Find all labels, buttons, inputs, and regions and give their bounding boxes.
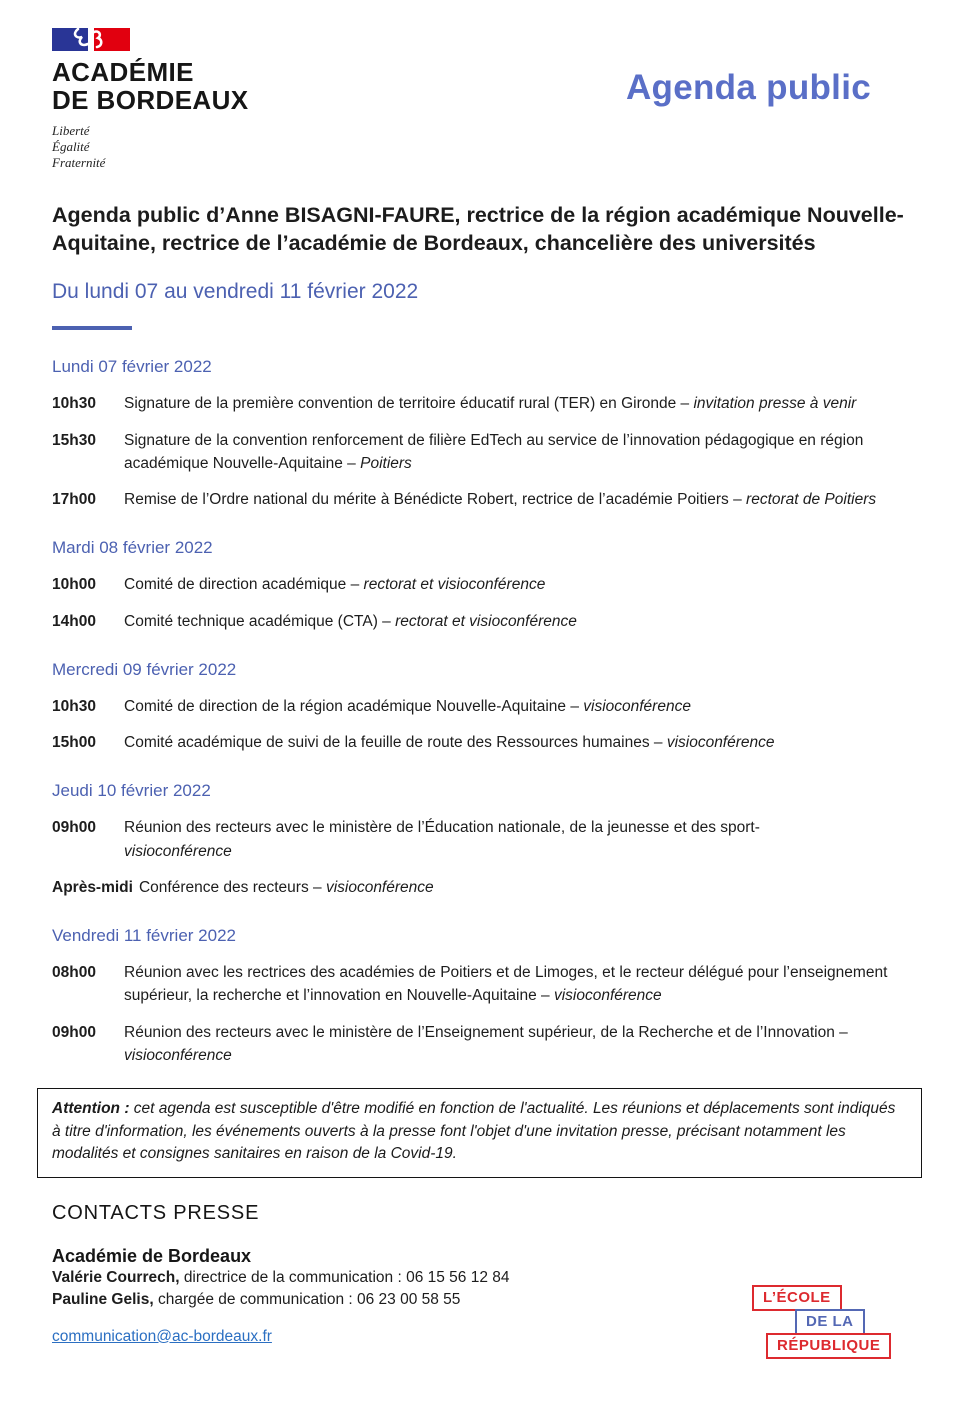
day-events [52, 573, 915, 633]
agenda-event-row [52, 1021, 915, 1068]
event-time: 17h00 [52, 491, 96, 509]
day-events [52, 961, 915, 1067]
motto-liberte: Liberté [52, 123, 90, 139]
event-time: 10h30 [52, 395, 96, 413]
institution-name [52, 58, 249, 114]
day-section [52, 538, 915, 633]
event-description: Signature de la convention renforcement de filière EdTech au service de l’innovation pédagogique en région académique Nouvelle-Aquitaine – Poitiers [124, 431, 864, 472]
day-heading: Mardi 08 février 2022 [52, 538, 213, 558]
institution-line2: DE BORDEAUX [52, 85, 249, 116]
document-title: Agenda public d’Anne BISAGNI-FAURE, rectrice de la région académique Nouvelle-Aquitaine, rectrice de l’académie de Bordeaux, chancelière des universités [52, 202, 904, 256]
day-section [52, 357, 915, 511]
academie-bordeaux-logo [52, 28, 249, 171]
agenda-event-row [52, 392, 915, 415]
motto-egalite: Égalité [52, 139, 90, 155]
attention-notice [37, 1088, 922, 1177]
email-link[interactable]: communication@ac-bordeaux.fr [52, 1327, 272, 1345]
event-time: 10h00 [52, 576, 96, 594]
contacts-organization: Académie de Bordeaux [52, 1245, 252, 1266]
agenda-event-row [52, 429, 915, 476]
contact-role: directrice de la communication : 06 15 56 12 84 [183, 1268, 510, 1286]
event-time: 09h00 [52, 819, 96, 837]
agenda-event-row [52, 573, 915, 596]
attention-label: Attention : [52, 1100, 130, 1118]
event-description: Comité technique académique (CTA) – rectorat et visioconférence [124, 612, 577, 630]
page-header [52, 28, 915, 171]
event-time: 14h00 [52, 612, 96, 630]
document-head [52, 201, 915, 331]
event-time: 15h00 [52, 734, 96, 752]
event-time: Après-midi [52, 878, 133, 896]
day-heading: Vendredi 11 février 2022 [52, 926, 236, 946]
ecole-logo-line2: DE LA [795, 1309, 865, 1335]
agenda-event-row [52, 488, 915, 511]
event-description: Signature de la première convention de territoire éducatif rural (TER) en Gironde – invitation presse à venir [124, 395, 857, 413]
day-events [52, 392, 915, 511]
day-heading: Jeudi 10 février 2022 [52, 781, 211, 801]
day-section [52, 781, 915, 899]
day-section [52, 926, 915, 1067]
agenda-event-row [52, 961, 915, 1008]
ecole-logo-line3: RÉPUBLIQUE [766, 1333, 891, 1359]
french-flag-icon [52, 28, 130, 51]
agenda-event-row [52, 610, 915, 633]
event-description: Comité académique de suivi de la feuille de route des Ressources humaines – visioconférence [124, 734, 775, 752]
ecole-republique-logo [752, 1285, 902, 1365]
contact-name: Pauline Gelis, [52, 1290, 158, 1308]
accent-rule [52, 326, 132, 330]
day-events [52, 695, 915, 755]
agenda-event-row [52, 731, 915, 754]
republic-motto [52, 123, 249, 171]
ecole-logo-line1: L’ÉCOLE [752, 1285, 842, 1311]
event-description: Réunion avec les rectrices des académies de Poitiers et de Limoges, et le recteur délégué pour l’enseignement supérieur, la recherche et l’innovation en Nouvelle-Aquitaine – visioconférence [124, 964, 888, 1005]
contact-name: Valérie Courrech, [52, 1268, 184, 1286]
event-time: 08h00 [52, 964, 96, 982]
agenda-days [52, 357, 915, 1067]
contacts-heading: CONTACTS PRESSE [52, 1201, 260, 1224]
date-range-subtitle: Du lundi 07 au vendredi 11 février 2022 [52, 280, 419, 304]
event-description: Comité de direction académique – rectorat et visioconférence [124, 576, 546, 594]
event-description: Conférence des recteurs – visioconférence [138, 878, 434, 896]
page-title: Agenda public [625, 68, 871, 107]
day-heading: Mercredi 09 février 2022 [52, 659, 237, 679]
agenda-event-row [52, 816, 915, 863]
event-time: 10h30 [52, 697, 96, 715]
day-section [52, 660, 915, 755]
agenda-event-row [52, 876, 915, 899]
day-events [52, 816, 915, 899]
motto-fraternite: Fraternité [52, 154, 106, 170]
event-description: Réunion des recteurs avec le ministère de l’Enseignement supérieur, de la Recherche et de l’Innovation – visioconférence [124, 1023, 848, 1064]
event-description: Comité de direction de la région académique Nouvelle-Aquitaine – visioconférence [124, 697, 691, 715]
institution-line1: ACADÉMIE [52, 57, 194, 87]
contact-role: chargée de communication : 06 23 00 58 55 [157, 1290, 461, 1308]
event-time: 09h00 [52, 1023, 96, 1041]
event-description: Remise de l’Ordre national du mérite à Bénédicte Robert, rectrice de l’académie Poitiers – rectorat de Poitiers [124, 491, 877, 509]
day-heading: Lundi 07 février 2022 [52, 357, 212, 377]
attention-text: cet agenda est susceptible d'être modifié en fonction de l'actualité. Les réunions et déplacements sont indiqués à titre d'information, les événements ouverts à la presse font l'objet d'une invitation presse, précisant notamment les modalités et consignes sanitaires en raison de la Covid-19. [52, 1100, 896, 1163]
agenda-event-row [52, 695, 915, 718]
event-time: 15h30 [52, 431, 96, 449]
event-description: Réunion des recteurs avec le ministère de l’Éducation nationale, de la jeunesse et des sport- visioconférence [124, 819, 760, 860]
